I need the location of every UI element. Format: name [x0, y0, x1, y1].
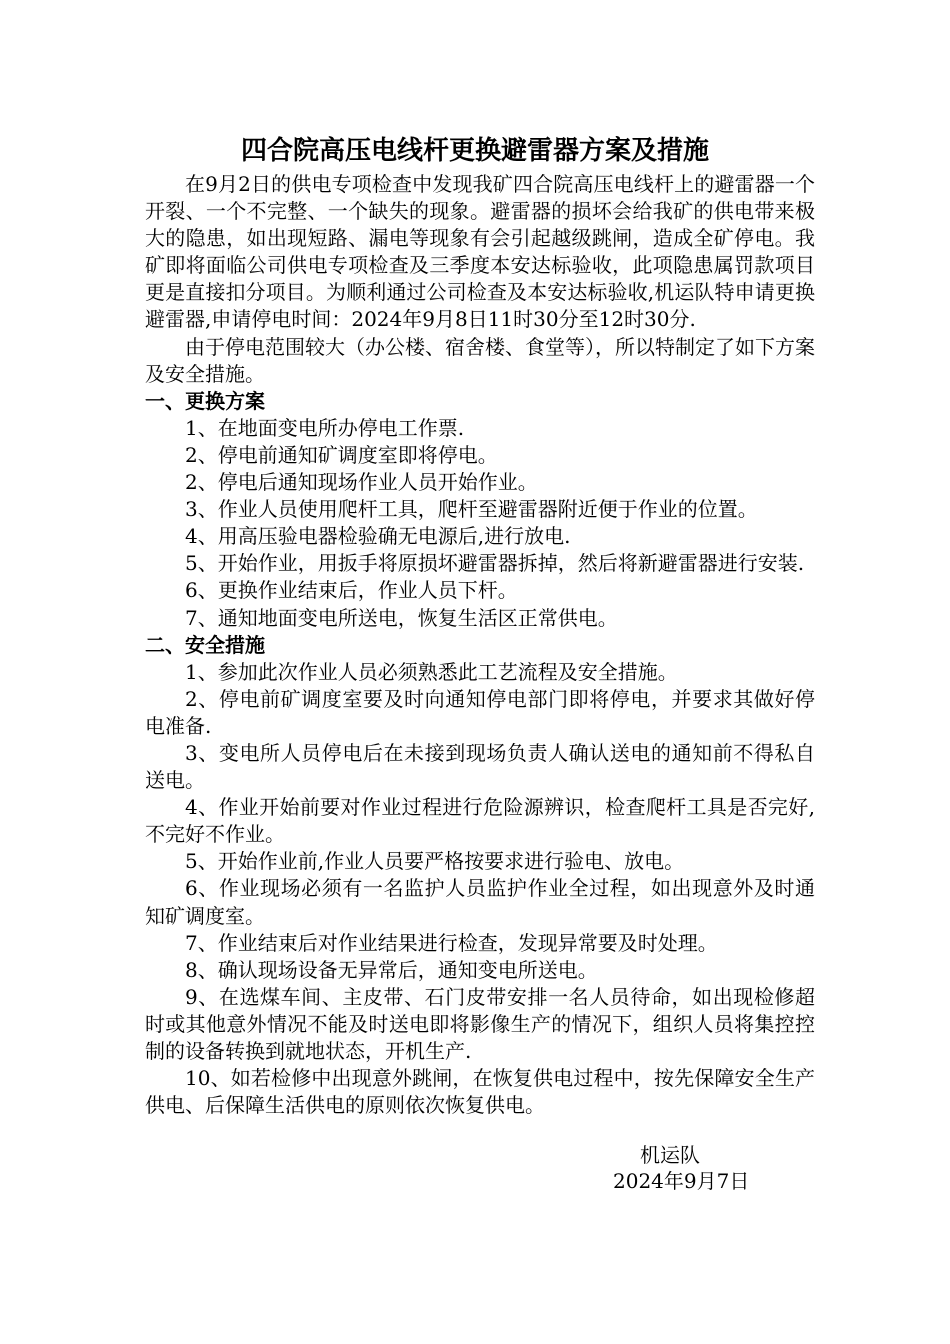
- signature-team: 机运队: [640, 1143, 700, 1167]
- section1-item-1: 1、在地面变电所办停电工作票.: [185, 415, 465, 440]
- section2-item-2: 2、停电前矿调度室要及时向通知停电部门即将停电，并要求其做好停电准备.: [145, 686, 815, 738]
- section2-item-8: 8、确认现场设备无异常后，通知变电所送电。: [185, 957, 598, 982]
- section1-item-5: 4、用高压验电器检验确无电源后,进行放电.: [185, 524, 571, 549]
- section2-heading: 二、安全措施: [145, 632, 265, 657]
- section1-item-2: 2、停电前通知矿调度室即将停电。: [185, 442, 498, 467]
- section1-item-6: 5、开始作业，用扳手将原损坏避雷器拆掉，然后将新避雷器进行安装.: [185, 551, 805, 576]
- document-body: [145, 171, 815, 1119]
- section2-item-10: 10、如若检修中出现意外跳闸，在恢复供电过程中，按先保障安全生产供电、后保障生活供电的原则依次恢复供电。: [145, 1066, 815, 1118]
- section2-item-6: 6、作业现场必须有一名监护人员监护作业全过程，如出现意外及时通知矿调度室。: [145, 876, 815, 928]
- section1-item-3: 2、停电后通知现场作业人员开始作业。: [185, 470, 538, 495]
- section1-item-8: 7、通知地面变电所送电，恢复生活区正常供电。: [185, 605, 618, 630]
- section1-heading: 一、更换方案: [145, 388, 265, 413]
- section2-item-3: 3、变电所人员停电后在未接到现场负责人确认送电的通知前不得私自送电。: [145, 740, 815, 793]
- section1-item-7: 6、更换作业结束后，作业人员下杆。: [185, 578, 518, 603]
- intro-paragraph-2: 由于停电范围较大（办公楼、宿舍楼、食堂等），所以特制定了如下方案及安全措施。: [145, 334, 815, 386]
- document-title: 四合院高压电线杆更换避雷器方案及措施: [240, 136, 709, 166]
- signature-date: 2024年9月7日: [613, 1169, 750, 1193]
- intro-paragraph-1: 在9月2日的供电专项检查中发现我矿四合院高压电线杆上的避雷器一个开裂、一个不完整、一个缺失的现象。避雷器的损坏会给我矿的供电带来极大的隐患，如出现短路、漏电等现象有会引起越级跳闸，造成全矿停电。我矿即将面临公司供电专项检查及三季度本安达标验收，此项隐患属罚款项目更是直接扣分项目。为顺利通过公司检查及本安达标验收,机运队特申请更换避雷器,申请停电时间：2024年9月8日11时30分至12时30分.: [145, 172, 815, 332]
- section2-item-7: 7、作业结束后对作业结果进行检查，发现异常要及时处理。: [185, 930, 718, 955]
- section1-item-4: 3、作业人员使用爬杆工具，爬杆至避雷器附近便于作业的位置。: [185, 497, 758, 522]
- section2-item-1: 1、参加此次作业人员必须熟悉此工艺流程及安全措施。: [185, 659, 678, 684]
- section2-item-5: 5、开始作业前,作业人员要严格按要求进行验电、放电。: [185, 849, 685, 874]
- section2-item-9: 9、在选煤车间、主皮带、石门皮带安排一名人员待命，如出现检修超时或其他意外情况不能及时送电即将影像生产的情况下，组织人员将集控控制的设备转换到就地状态，开机生产.: [145, 984, 815, 1063]
- section2-item-4: 4、作业开始前要对作业过程进行危险源辨识，检查爬杆工具是否完好,不完好不作业。: [145, 795, 815, 847]
